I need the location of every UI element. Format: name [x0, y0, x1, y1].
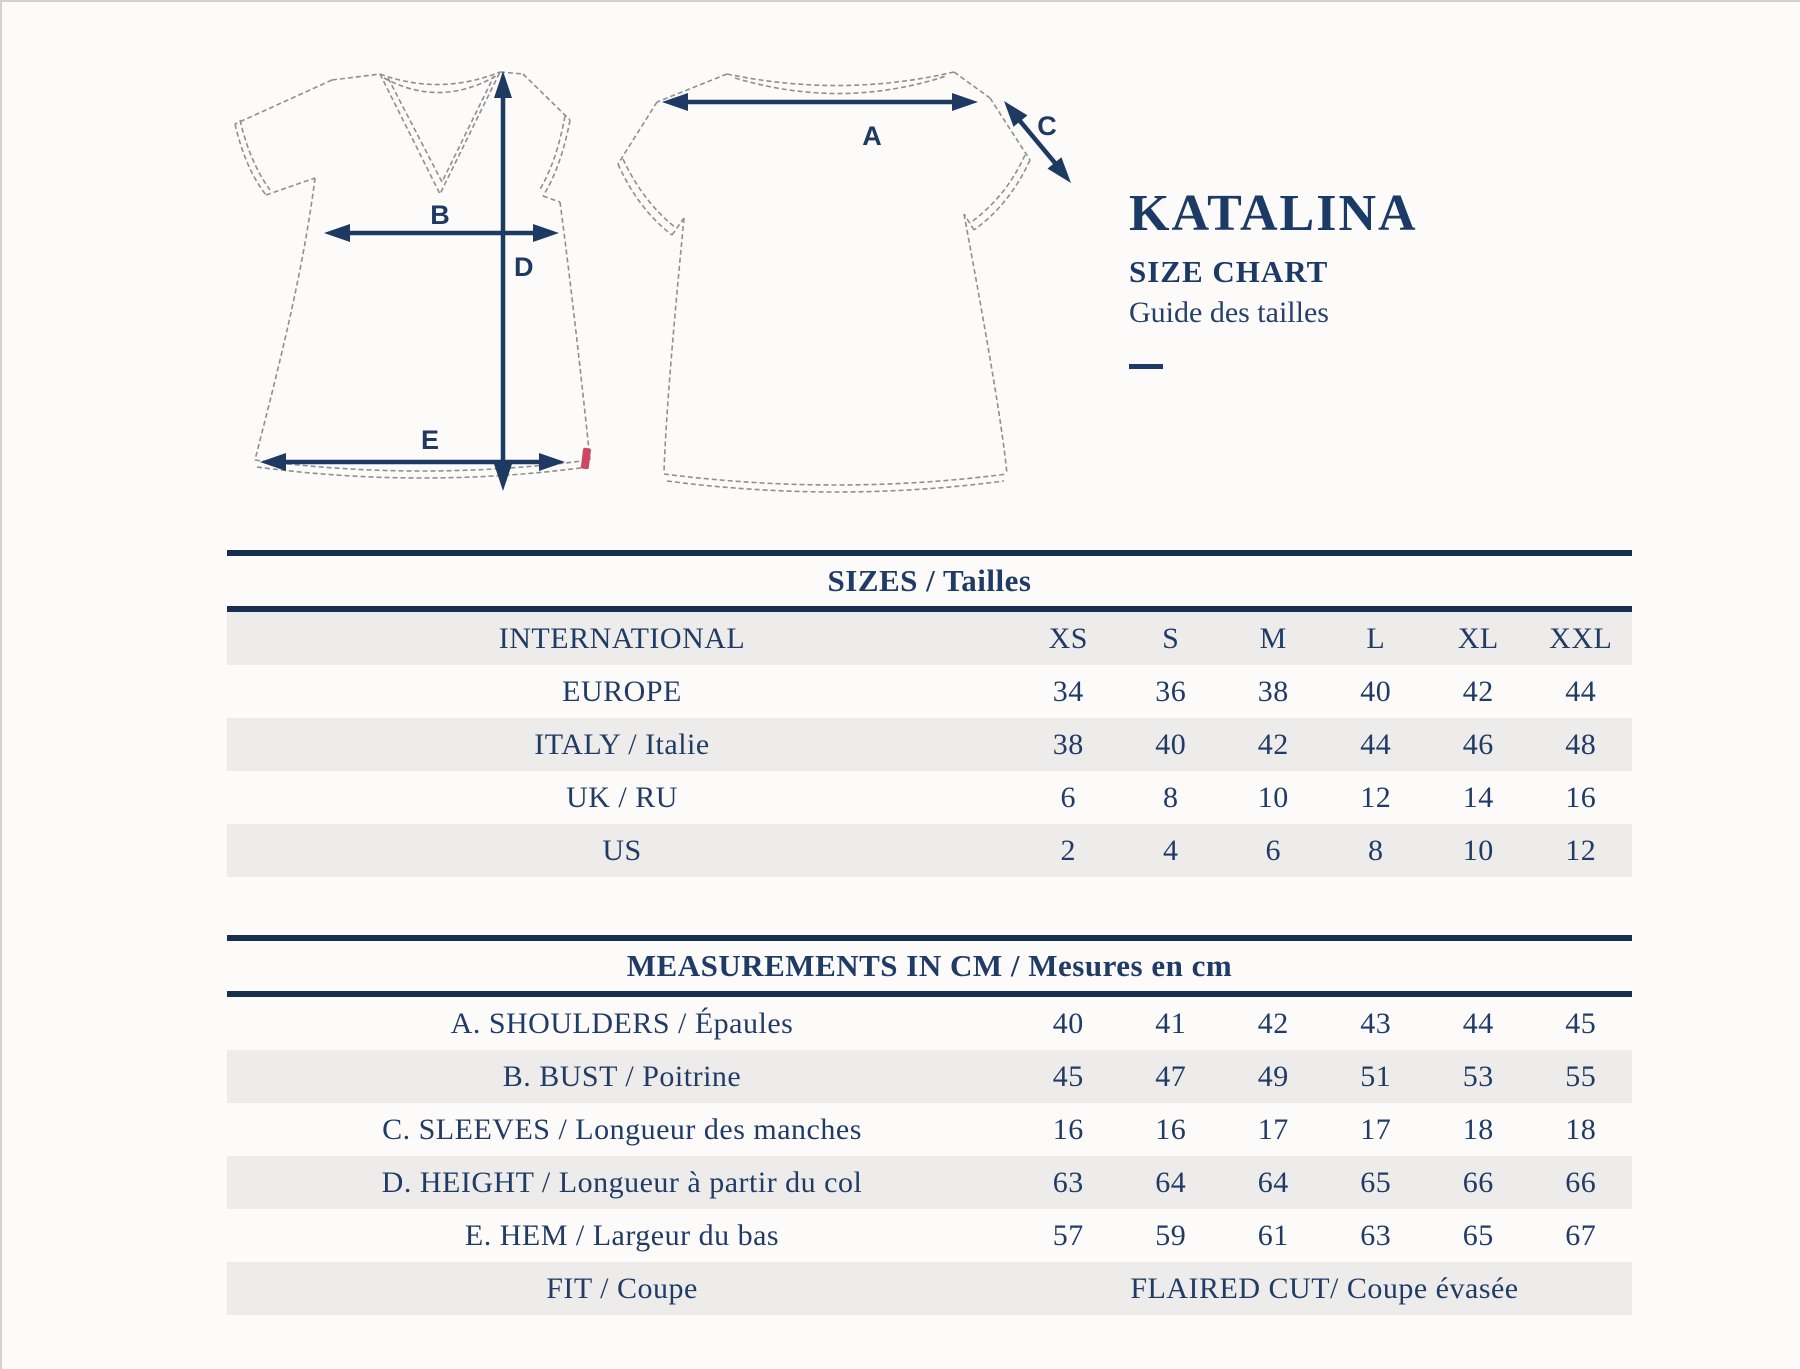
row-value: 61: [1257, 1218, 1289, 1252]
row-value: 43: [1360, 1006, 1392, 1040]
row-value: 12: [1360, 780, 1392, 814]
row-value: XL: [1457, 621, 1499, 655]
row-value: 8: [1163, 780, 1179, 814]
sizes-table-grid: [227, 612, 1632, 877]
row-value: 42: [1257, 1006, 1289, 1040]
row-value: 47: [1155, 1059, 1187, 1093]
row-label: A. SHOULDERS / Épaules: [450, 1006, 794, 1040]
row-value: 64: [1155, 1165, 1187, 1199]
row-value: 10: [1257, 780, 1289, 814]
shoulders-arrow: [662, 93, 978, 111]
sizes-table-header: SIZES / Tailles: [227, 550, 1632, 612]
row-value: 59: [1155, 1218, 1187, 1252]
row-value: 8: [1368, 833, 1384, 867]
back-shirt-diagram: [618, 72, 1071, 492]
sleeves-label: C: [1037, 111, 1057, 141]
row-value: 40: [1360, 674, 1392, 708]
row-value: 57: [1052, 1218, 1084, 1252]
front-shirt-diagram: [235, 71, 591, 491]
table-row: [227, 771, 1632, 824]
table-row: [227, 1050, 1632, 1103]
row-value: 40: [1155, 727, 1187, 761]
row-value: 38: [1257, 674, 1289, 708]
row-value: 45: [1565, 1006, 1597, 1040]
row-label: E. HEM / Largeur du bas: [464, 1218, 780, 1252]
chart-subtitle: Guide des tailles: [1129, 296, 1329, 329]
row-value: 48: [1565, 727, 1597, 761]
height-label: D: [514, 252, 534, 282]
table-row: [227, 718, 1632, 771]
table-row: [227, 1262, 1632, 1315]
title-divider-dash: [1129, 364, 1163, 369]
row-value: 66: [1462, 1165, 1494, 1199]
table-row: [227, 1209, 1632, 1262]
shirt-measurement-diagram: [2, 2, 1122, 512]
row-value: 12: [1565, 833, 1597, 867]
table-row: [227, 665, 1632, 718]
row-label: ITALY / Italie: [534, 727, 710, 761]
row-value: 10: [1462, 833, 1494, 867]
row-label: C. SLEEVES / Longueur des manches: [382, 1112, 862, 1146]
row-label: UK / RU: [566, 780, 678, 814]
row-value: 16: [1155, 1112, 1187, 1146]
row-value: S: [1162, 621, 1180, 655]
row-value-span: FLAIRED CUT/ Coupe évasée: [1130, 1271, 1519, 1305]
row-value: 42: [1462, 674, 1494, 708]
row-label: INTERNATIONAL: [498, 621, 746, 655]
row-value: 44: [1462, 1006, 1494, 1040]
row-value: 63: [1052, 1165, 1084, 1199]
measurements-table: [227, 935, 1632, 1315]
height-arrow: [494, 71, 512, 491]
shoulders-label: A: [862, 121, 882, 151]
row-value: 55: [1565, 1059, 1597, 1093]
row-value: 2: [1060, 833, 1076, 867]
row-value: 46: [1462, 727, 1494, 761]
table-row: [227, 1156, 1632, 1209]
row-label: EUROPE: [562, 674, 682, 708]
row-value: 16: [1052, 1112, 1084, 1146]
row-value: L: [1366, 621, 1386, 655]
hem-arrow: [260, 453, 565, 471]
row-value: M: [1259, 621, 1287, 655]
row-value: 65: [1360, 1165, 1392, 1199]
measurements-table-grid: [227, 997, 1632, 1315]
row-value: 53: [1462, 1059, 1494, 1093]
table-row: [227, 997, 1632, 1050]
row-value: XXL: [1549, 621, 1613, 655]
table-row: [227, 1103, 1632, 1156]
row-value: 14: [1462, 780, 1494, 814]
row-value: 63: [1360, 1218, 1392, 1252]
sizes-table: [227, 550, 1632, 877]
row-value: 6: [1060, 780, 1076, 814]
hem-label: E: [420, 425, 440, 455]
bust-label: B: [430, 200, 450, 230]
row-label: FIT / Coupe: [546, 1271, 698, 1305]
row-label: D. HEIGHT / Longueur à partir du col: [381, 1165, 863, 1199]
row-value: 44: [1360, 727, 1392, 761]
table-row: [227, 824, 1632, 877]
row-value: 17: [1360, 1112, 1392, 1146]
row-value: 17: [1257, 1112, 1289, 1146]
row-value: 18: [1565, 1112, 1597, 1146]
row-value: 51: [1360, 1059, 1392, 1093]
row-value: 44: [1565, 674, 1597, 708]
row-value: 66: [1565, 1165, 1597, 1199]
measurements-table-header: MEASUREMENTS IN CM / Mesures en cm: [227, 935, 1632, 997]
row-value: 67: [1565, 1218, 1597, 1252]
row-value: 49: [1257, 1059, 1289, 1093]
row-label: B. BUST / Poitrine: [502, 1059, 742, 1093]
row-label: US: [602, 833, 642, 867]
row-value: 16: [1565, 780, 1597, 814]
row-value: 41: [1155, 1006, 1187, 1040]
row-value: 45: [1052, 1059, 1084, 1093]
title-block: [1129, 182, 1418, 369]
row-value: 40: [1052, 1006, 1084, 1040]
chart-title: SIZE CHART: [1129, 254, 1329, 289]
row-value: 42: [1257, 727, 1289, 761]
product-name: KATALINA: [1129, 185, 1418, 242]
hem-marker-red: [581, 448, 591, 470]
row-value: 6: [1265, 833, 1281, 867]
table-row: [227, 612, 1632, 665]
row-value: 38: [1052, 727, 1084, 761]
row-value: 34: [1052, 674, 1084, 708]
row-value: 65: [1462, 1218, 1494, 1252]
row-value: XS: [1048, 621, 1088, 655]
row-value: 4: [1163, 833, 1179, 867]
row-value: 64: [1257, 1165, 1289, 1199]
row-value: 18: [1462, 1112, 1494, 1146]
row-value: 36: [1155, 674, 1187, 708]
